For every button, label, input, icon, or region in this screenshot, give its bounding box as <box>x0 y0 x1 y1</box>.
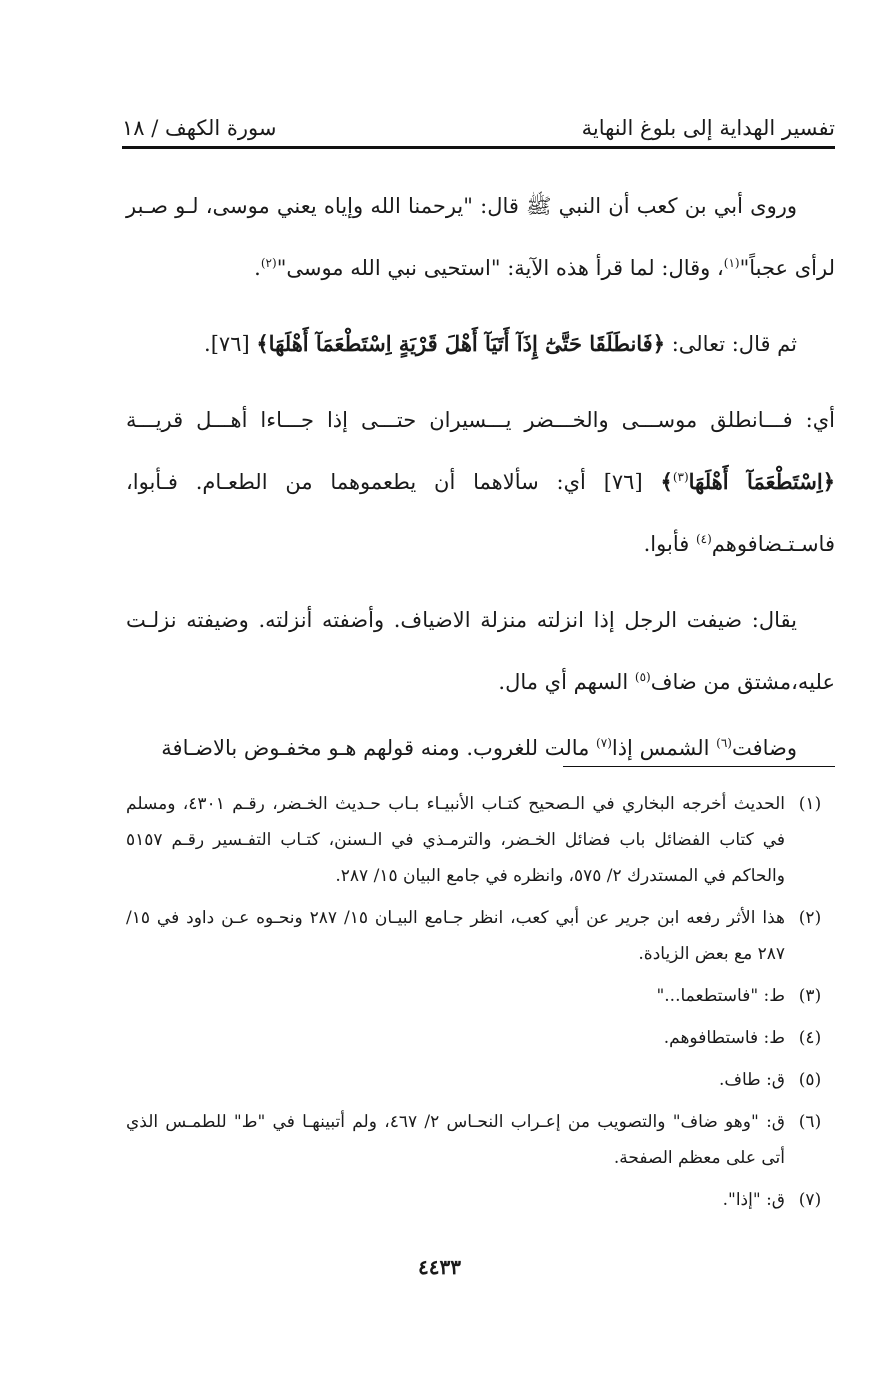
footnote-marker: (٤) <box>695 532 712 546</box>
quran-verse: ﴿اِسْتَطْعَمَآ أَهْلَهَا <box>688 469 836 494</box>
paragraph-5 <box>126 717 835 779</box>
footnote-text: ق: طاف. <box>718 1070 785 1090</box>
text-run: السهم أي مال. <box>498 670 635 694</box>
footnote-text: ط: "فاستطعما..." <box>656 986 785 1006</box>
footnote-number: (٣) <box>798 986 822 1006</box>
running-header <box>122 100 835 140</box>
footnote-number: (١) <box>798 794 822 814</box>
text-run: وضافت <box>731 736 797 760</box>
book-title: تفسير الهداية إلى بلوغ النهاية <box>581 116 835 140</box>
text-run: ، وقال: لما قرأ هذه الآية: "استحيى نبي الله موسى" <box>276 256 724 280</box>
quran-verse: ﴾ <box>660 469 673 494</box>
footnote-1 <box>126 786 835 894</box>
footnote-marker: (١) <box>723 256 740 270</box>
footnote-text: ق: "إذا". <box>722 1190 785 1210</box>
footnote-marker: (٦) <box>716 736 732 750</box>
footnotes <box>126 786 835 1224</box>
paragraph-3 <box>126 389 835 575</box>
footnote-marker: (٢) <box>260 256 277 270</box>
footnote-rule <box>563 766 835 767</box>
footnote-number: (٧) <box>798 1190 822 1210</box>
surah-label: سورة الكهف / ١٨ <box>122 116 277 140</box>
text-run: [٧٦]. <box>204 332 257 356</box>
text-run: فأبوا. <box>643 532 696 556</box>
footnote-marker: (٥) <box>634 670 651 684</box>
header-rule <box>122 146 835 149</box>
paragraph-1 <box>126 175 835 299</box>
footnote-marker: (٧) <box>596 736 612 750</box>
quran-verse: ﴿فَانطَلَقَا حَتَّىٰٓ إِذَآ أَتَيَآ أَهْلَ قَرْيَةٍ اِسْتَطْعَمَآ أَهْلَهَا﴾ <box>256 331 666 356</box>
paragraph-2 <box>126 313 835 375</box>
footnote-number: (٤) <box>798 1028 822 1048</box>
body-text <box>126 175 835 779</box>
footnote-text: ق: "وهو ضاف" والتصويب من إعـراب النحـاس ٢/ ٤٦٧، ولم أتبينهـا في "ط" للطمـس الذي أتى على معظم الصفحة. <box>126 1112 785 1168</box>
text-run: الشمس إذا <box>611 736 717 760</box>
footnote-text: الحديث أخرجه البخاري في الـصحيح كتـاب الأنبيـاء بـاب حـديث الخـضر، رقـم ٤٣٠١، ومسلم في كتاب الفضائل باب فضائل الخـضر، والترمـذي في الـسنن، كتـاب التفـسير رقـم ٥١٥٧ والحاكم في المستدرك ٢/ ٥٧٥، وانظره في جامع البيان ١٥/ ٢٨٧. <box>126 794 785 886</box>
footnote-7 <box>126 1182 835 1218</box>
footnote-4 <box>126 1020 835 1056</box>
text-run: أي: فـــانطلق موســـى والخـــضر يـــسيران حتـــى إذا جـــاءا أهـــل قريـــة <box>126 408 835 432</box>
footnote-5 <box>126 1062 835 1098</box>
paragraph-4 <box>126 589 835 713</box>
text-run: [٧٦] أي: سألاهما أن يطعموهما من الطعـام. فـأبوا، فاسـتـضافوهم <box>126 470 835 556</box>
text-run: مالت للغروب. ومنه قولهم هـو مخفـوض بالاضـافة <box>161 736 597 760</box>
footnote-3 <box>126 978 835 1014</box>
footnote-number: (٦) <box>798 1112 822 1132</box>
footnote-marker: (٣) <box>672 470 689 484</box>
text-run: . <box>254 256 261 280</box>
text-run: وروى أبي بن كعب أن النبي ﷺ قال: "يرحمنا الله وإياه يعني موسى، لـو صـبر لرأى عجباً" <box>126 194 835 280</box>
footnote-number: (٥) <box>798 1070 822 1090</box>
footnote-6 <box>126 1104 835 1176</box>
footnote-number: (٢) <box>798 908 822 928</box>
text-run: ثم قال: تعالى: <box>665 332 797 356</box>
footnote-text: هذا الأثر رفعه ابن جرير عن أبي كعب، انظر جـامع البيـان ١٥/ ٢٨٧ ونحـوه عـن داود في ١٥/ ٢٨٧ مع بعض الزيادة. <box>126 908 785 964</box>
footnote-text: ط: فاستطافوهم. <box>663 1028 785 1048</box>
page-number: ٤٤٣٣ <box>418 1255 461 1279</box>
text-run: يقال: ضيفت الرجل إذا انزلته منزلة الاضياف. وأضفته أنزلته. وضيفته نزلـت عليه،مشتق من ضاف <box>126 608 835 694</box>
footnote-2 <box>126 900 835 972</box>
